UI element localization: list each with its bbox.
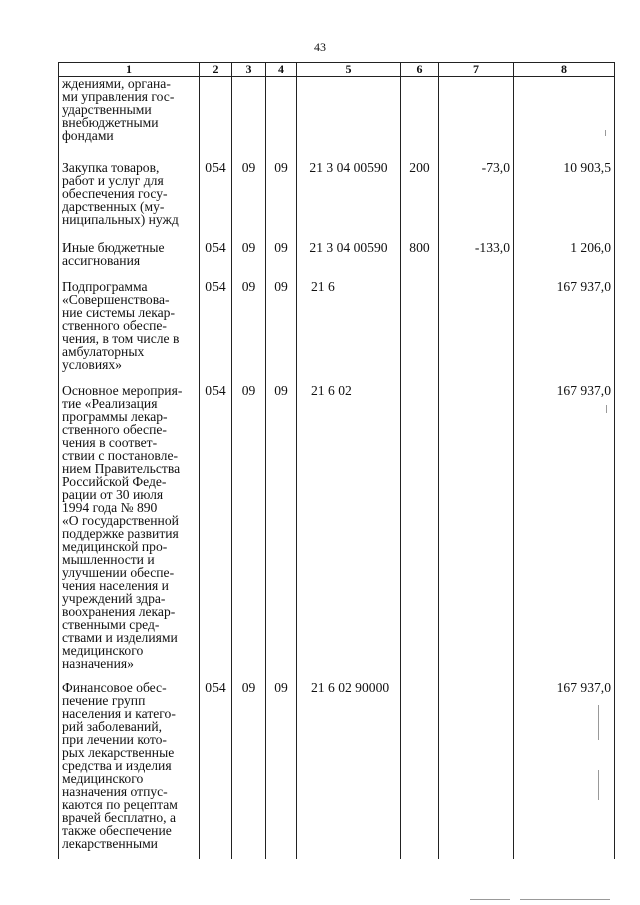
scan-mark: [520, 899, 610, 900]
cell-target-article: 21 3 04 00590: [297, 161, 401, 241]
table-row: [59, 384, 615, 681]
cell-section: 09: [232, 161, 266, 241]
cell-target-article: 21 3 04 00590: [297, 241, 401, 280]
cell-section: [232, 77, 266, 161]
cell-section: 09: [232, 280, 266, 384]
column-header: 4: [266, 63, 297, 77]
column-header: 2: [200, 63, 232, 77]
row-name: ждениями, органа- ми управления гос- ударственными внебюджетными фондами: [59, 77, 200, 161]
cell-amount: 1 206,0: [514, 241, 615, 280]
cell-expense-type: 800: [401, 241, 439, 280]
cell-section: 09: [232, 241, 266, 280]
column-header: 6: [401, 63, 439, 77]
cell-amount: 10 903,5: [514, 161, 615, 241]
table-row: [59, 241, 615, 280]
row-name: Основное мероприя- тие «Реализация программы лекар- ственного обеспе- чения в соответ- ствии с постановле- нием Правительства Российской Феде- рации от 30 июля 1994 года № 890 «О государственной поддержке развития медицинской про- мышленности и улучшении обеспе- чения населения и учреждений здра- воохранения лекар- ственными сред- ствами и изделиями медицинского назначения»: [59, 384, 200, 681]
page-number: 43: [314, 40, 326, 54]
cell-subsection: 09: [266, 280, 297, 384]
budget-table: [58, 62, 615, 859]
cell-ministry: 054: [200, 280, 232, 384]
cell-ministry: 054: [200, 681, 232, 859]
cell-subsection: 09: [266, 241, 297, 280]
cell-amount: 167 937,0: [514, 681, 615, 859]
cell-section: 09: [232, 681, 266, 859]
cell-expense-type: [401, 384, 439, 681]
cell-amount: 167 937,0: [514, 280, 615, 384]
cell-change: [439, 681, 514, 859]
cell-amount: 167 937,0: [514, 384, 615, 681]
cell-change: [439, 280, 514, 384]
row-name: Финансовое обес- печение групп населения и катего- рий заболеваний, при лечении кото- рых лекарственные средства и изделия медицинского назначения отпус- каются по рецептам врачей бесплатно, а также обеспечение лекарственными: [59, 681, 200, 859]
cell-expense-type: [401, 77, 439, 161]
cell-expense-type: [401, 280, 439, 384]
cell-subsection: 09: [266, 681, 297, 859]
cell-expense-type: 200: [401, 161, 439, 241]
cell-change: -73,0: [439, 161, 514, 241]
row-name: Закупка товаров, работ и услуг для обеспечения госу- дарственных (му- ниципальных) нужд: [59, 161, 200, 241]
table-header-row: [59, 63, 615, 77]
scan-mark: [598, 770, 599, 800]
column-header: 8: [514, 63, 615, 77]
table-row: [59, 161, 615, 241]
scan-mark: [606, 405, 607, 413]
column-header: 5: [297, 63, 401, 77]
cell-amount: [514, 77, 615, 161]
cell-target-article: [297, 77, 401, 161]
table-row: [59, 681, 615, 859]
row-name: Иные бюджетные ассигнования: [59, 241, 200, 280]
cell-target-article: 21 6 02 90000: [297, 681, 401, 859]
scan-mark: [605, 130, 606, 136]
table-row: [59, 77, 615, 161]
column-header: 1: [59, 63, 200, 77]
table-row: [59, 280, 615, 384]
scan-mark: [470, 899, 510, 900]
cell-ministry: 054: [200, 161, 232, 241]
cell-ministry: [200, 77, 232, 161]
scan-mark: [598, 705, 599, 740]
cell-subsection: 09: [266, 384, 297, 681]
cell-subsection: [266, 77, 297, 161]
cell-subsection: 09: [266, 161, 297, 241]
column-header: 3: [232, 63, 266, 77]
cell-expense-type: [401, 681, 439, 859]
row-name: Подпрограмма «Совершенствова- ние системы лекар- ственного обеспе- чения, в том числе в амбулаторных условиях»: [59, 280, 200, 384]
cell-section: 09: [232, 384, 266, 681]
cell-ministry: 054: [200, 241, 232, 280]
cell-target-article: 21 6: [297, 280, 401, 384]
cell-change: [439, 384, 514, 681]
cell-target-article: 21 6 02: [297, 384, 401, 681]
cell-change: [439, 77, 514, 161]
cell-change: -133,0: [439, 241, 514, 280]
column-header: 7: [439, 63, 514, 77]
cell-ministry: 054: [200, 384, 232, 681]
